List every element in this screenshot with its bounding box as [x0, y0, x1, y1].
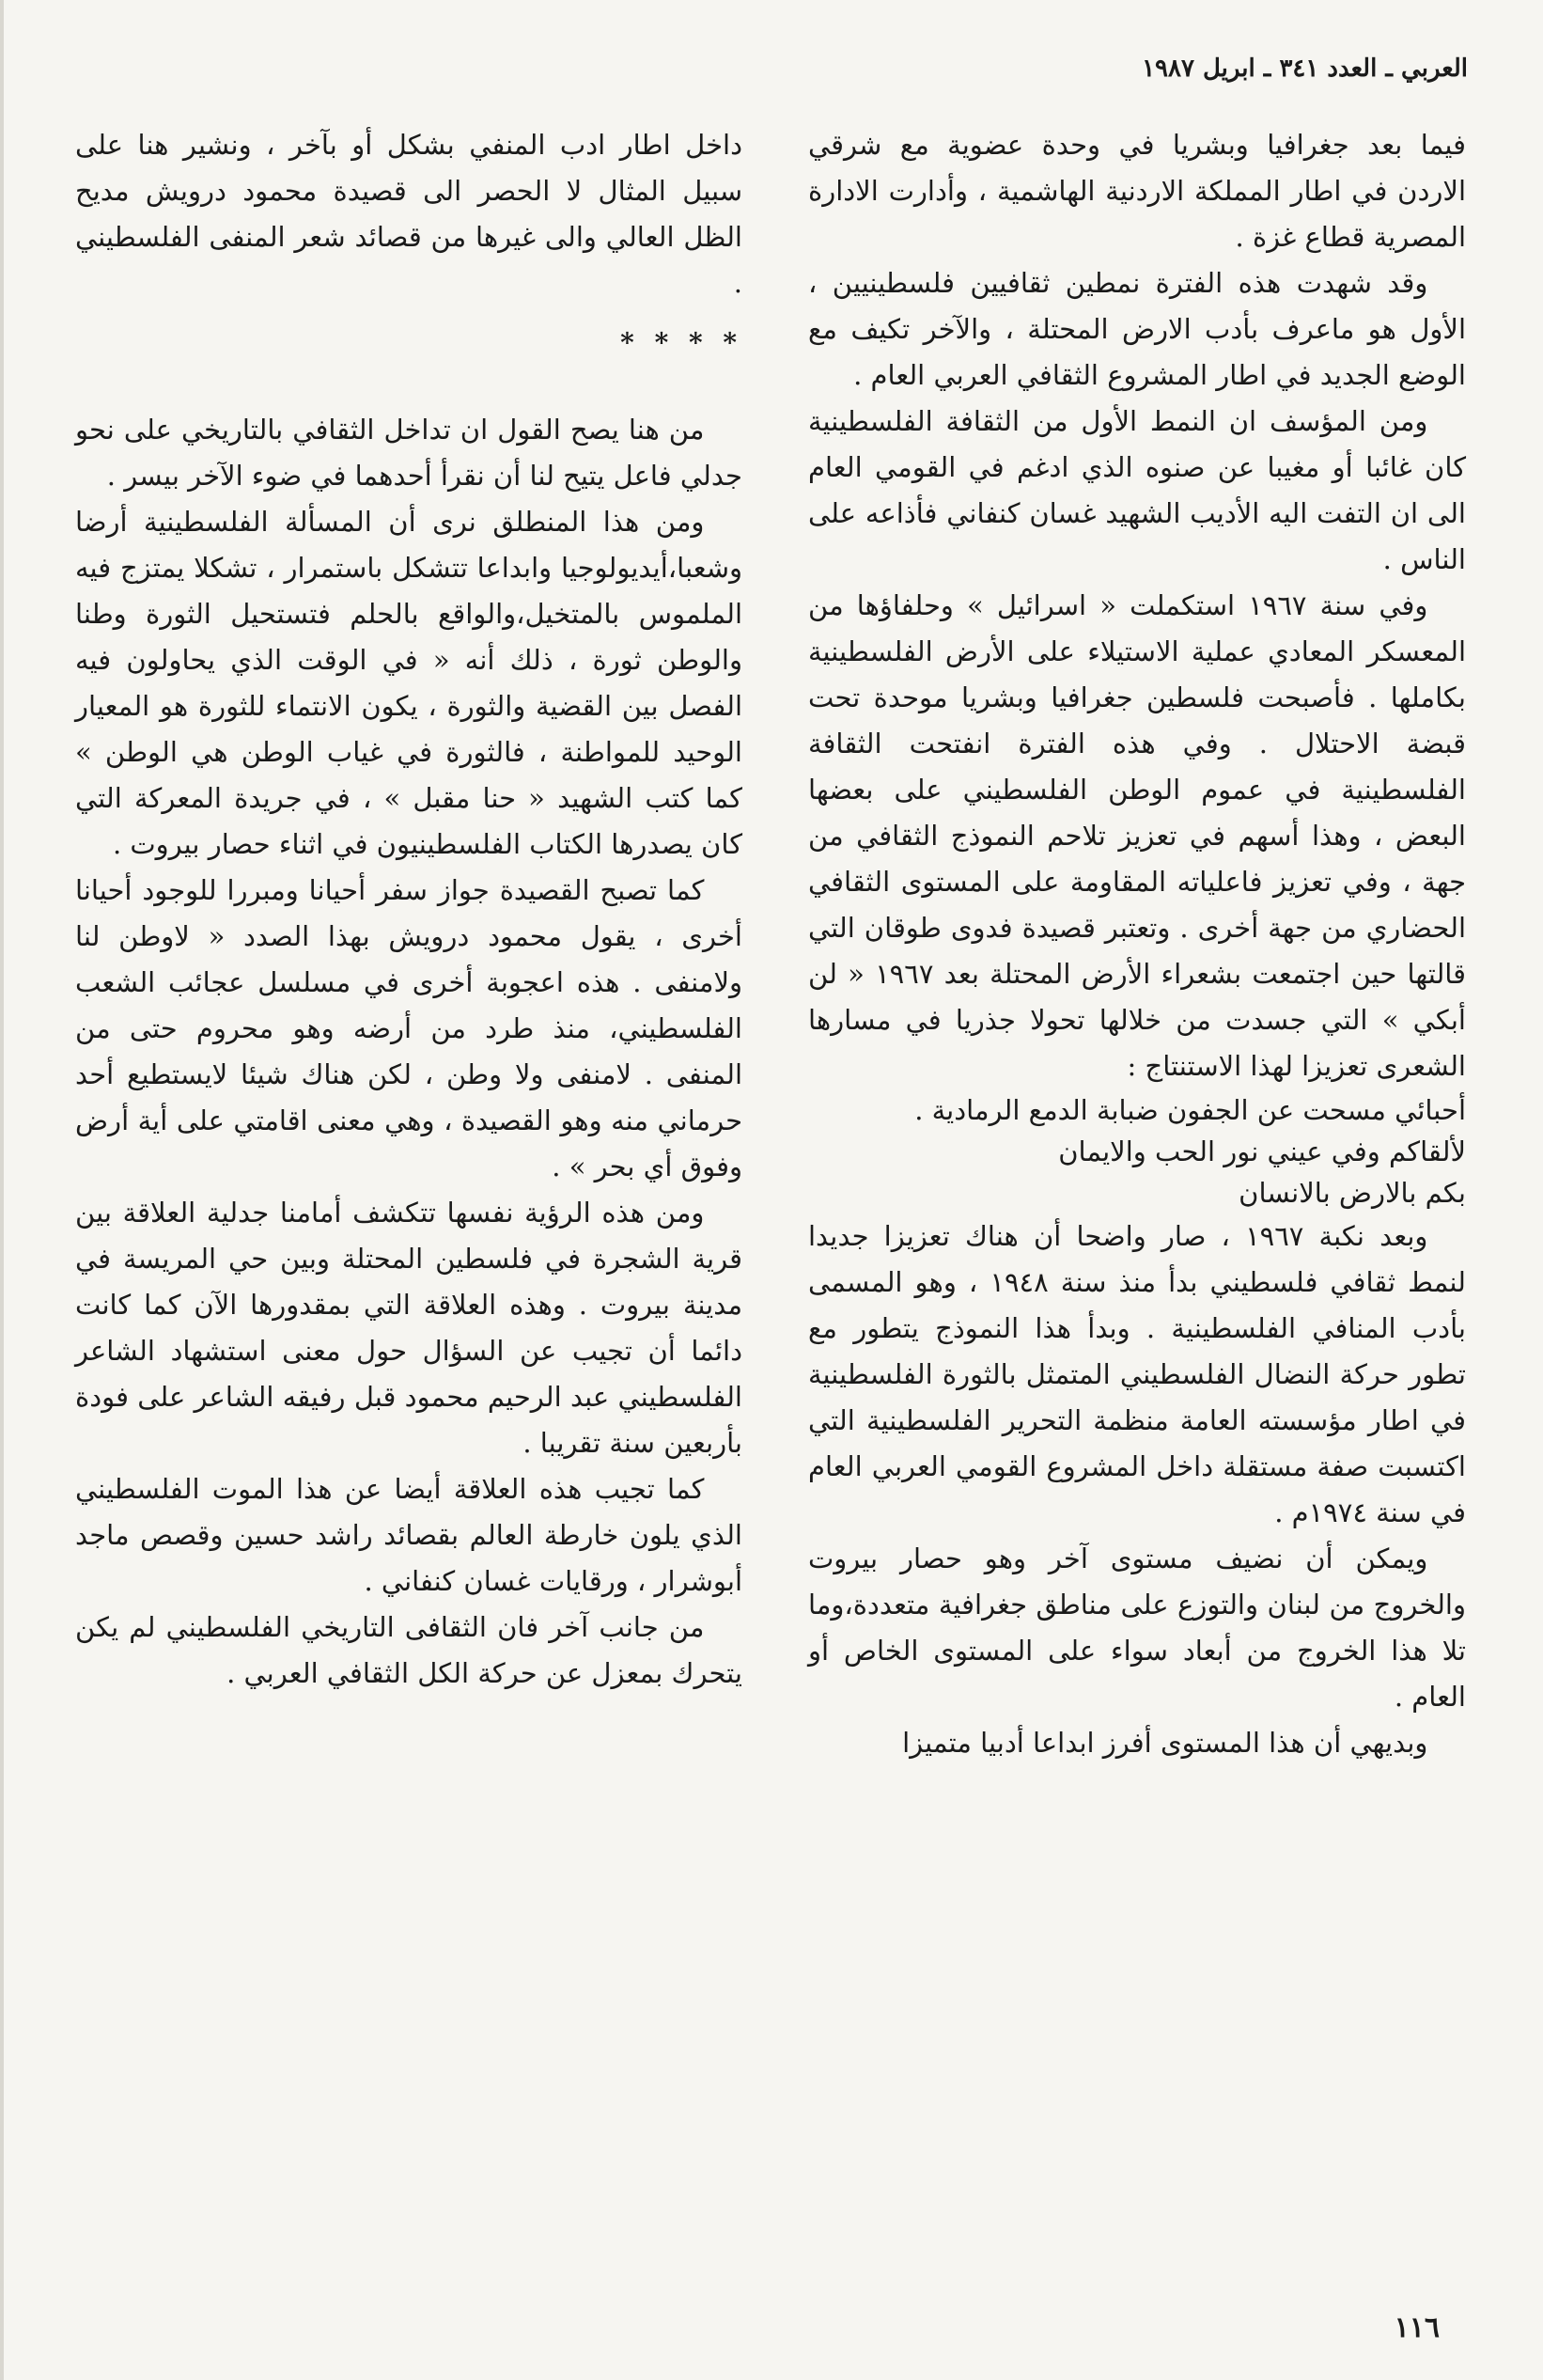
paragraph: داخل اطار ادب المنفي بشكل أو بآخر ، ونشير هنا على سبيل المثال لا الحصر الى قصيدة محمود درويش مديح الظل العالي والى غيرها من قصائد شعر المنفى الفلسطيني .: [75, 129, 742, 299]
poem-line: بكم بالارض بالانسان: [1239, 1177, 1466, 1209]
running-header: العربي ـ العدد ٣٤١ ـ ابريل ١٩٨٧: [1142, 55, 1468, 83]
paragraph: كما تجيب هذه العلاقة أيضا عن هذا الموت الفلسطيني الذي يلون خارطة العالم بقصائد راشد حسين وقصص ماجد أبوشرار ، ورقايات غسان كنفاني .: [75, 1473, 742, 1597]
scan-edge: [0, 0, 4, 2380]
paragraph: ومن هذا المنطلق نرى أن المسألة الفلسطينية أرضا وشعبا،أيديولوجيا وابداعا تتشكل باستمرار ، تشكلا يمتزج فيه الملموس بالمتخيل،والواقع بالحلم فتستحيل الثورة وطنا والوطن ثورة ، ذلك أنه « في الوقت الذي يحاولون فيه الفصل بين القضية والثورة ، يكون الانتماء للثورة هو المعيار الوحيد للمواطنة ، فالثورة في غياب الوطن هي الوطن » كما كتب الشهيد « حنا مقبل » ، في جريدة المعركة التي كان يصدرها الكتاب الفلسطينيون في اثناء حصار بيروت .: [75, 506, 742, 860]
paragraph: وبديهي أن هذا المستوى أفرز ابداعا أدبيا متميزا: [902, 1727, 1428, 1759]
paragraph: من هنا يصح القول ان تداخل الثقافي بالتاريخي على نحو جدلي فاعل يتيح لنا أن نقرأ أحدهما في ضوء الآخر بيسر .: [75, 414, 742, 492]
poem-line: أحبائي مسحت عن الجفون ضبابة الدمع الرمادية .: [914, 1094, 1466, 1126]
paragraph: كما تصبح القصيدة جواز سفر أحيانا ومبررا للوجود أحيانا أخرى ، يقول محمود درويش بهذا الصدد « لاوطن لنا ولامنفى . هذه اعجوبة أخرى في مسلسل عجائب الشعب الفلسطيني، منذ طرد من أرضه وهو محروم حتى من المنفى . لامنفى ولا وطن ، لكن هناك شيئا لايستطيع أحد حرماني منه وهو القصيدة ، وهي معنى اقامتي على أية أرض وفوق أي بحر » .: [75, 874, 742, 1182]
poem-line: لألقاكم وفي عيني نور الحب والايمان: [1058, 1135, 1466, 1167]
paragraph: وبعد نكبة ١٩٦٧ ، صار واضحا أن هناك تعزيزا جديدا لنمط ثقافي فلسطيني بدأ منذ سنة ١٩٤٨ ، وهو المسمى بأدب المنافي الفلسطينية . وبدأ هذا النموذج يتطور مع تطور حركة النضال الفلسطيني المتمثل بالثورة الفلسطينية في اطار مؤسسته العامة منظمة التحرير الفلسطينية التي اكتسبت صفة مستقلة داخل المشروع القومي العربي العام في سنة ١٩٧٤م .: [808, 1220, 1466, 1528]
paragraph: وقد شهدت هذه الفترة نمطين ثقافيين فلسطينيين ، الأول هو ماعرف بأدب الارض المحتلة ، والآخر تكيف مع الوضع الجديد في اطار المشروع الثقافي العربي العام .: [808, 267, 1466, 391]
paragraph: فيما بعد جغرافيا وبشريا في وحدة عضوية مع شرقي الاردن في اطار المملكة الاردنية الهاشمية ، وأدارت الادارة المصرية قطاع غزة .: [808, 129, 1466, 253]
paragraph: ومن المؤسف ان النمط الأول من الثقافة الفلسطينية كان غائبا أو مغيبا عن صنوه الذي ادغم في القومي العام الى ان التفت اليه الأديب الشهيد غسان كنفاني فأذاعه على الناس .: [808, 405, 1466, 575]
page-number: ١١٦: [1394, 2311, 1440, 2344]
paragraph: من جانب آخر فان الثقافى التاريخي الفلسطيني لم يكن يتحرك بمعزل عن حركة الكل الثقافي العربي .: [75, 1611, 742, 1689]
paragraph: ويمكن أن نضيف مستوى آخر وهو حصار بيروت والخروج من لبنان والتوزع على مناطق جغرافية متعددة،وما تلا هذا الخروج من أبعاد سواء على المستوى الخاص أو العام .: [808, 1542, 1466, 1713]
left-text-column: [75, 122, 742, 1697]
section-separator: * * * *: [620, 327, 742, 358]
paragraph: وفي سنة ١٩٦٧ استكملت « اسرائيل » وحلفاؤها من المعسكر المعادي عملية الاستيلاء على الأرض الفلسطينية بكاملها . فأصبحت فلسطين جغرافيا وبشريا موحدة تحت قبضة الاحتلال . وفي هذه الفترة انفتحت الثقافة الفلسطينية في عموم الوطن الفلسطيني على بعضها البعض ، وهذا أسهم في تعزيز تلاحم النموذج الثقافي من جهة ، وفي تعزيز فاعلياته المقاومة على المستوى الثقافي الحضاري من جهة أخرى . وتعتبر قصيدة فدوى طوقان التي قالتها حين اجتمعت بشعراء الأرض المحتلة بعد ١٩٦٧ « لن أبكي » التي جسدت من خلالها تحولا جذريا في مسارها الشعرى تعزيزا لهذا الاستنتاج :: [808, 589, 1466, 1082]
paragraph: ومن هذه الرؤية نفسها تتكشف أمامنا جدلية العلاقة بين قرية الشجرة في فلسطين المحتلة وبين حي المريسة في مدينة بيروت . وهذه العلاقة التي بمقدورها الآن كما كانت دائما أن تجيب عن السؤال حول معنى استشهاد الشاعر الفلسطيني عبد الرحيم محمود قبل رفيقه الشاعر على فودة بأربعين سنة تقريبا .: [75, 1197, 742, 1459]
right-text-column: [808, 122, 1466, 1766]
